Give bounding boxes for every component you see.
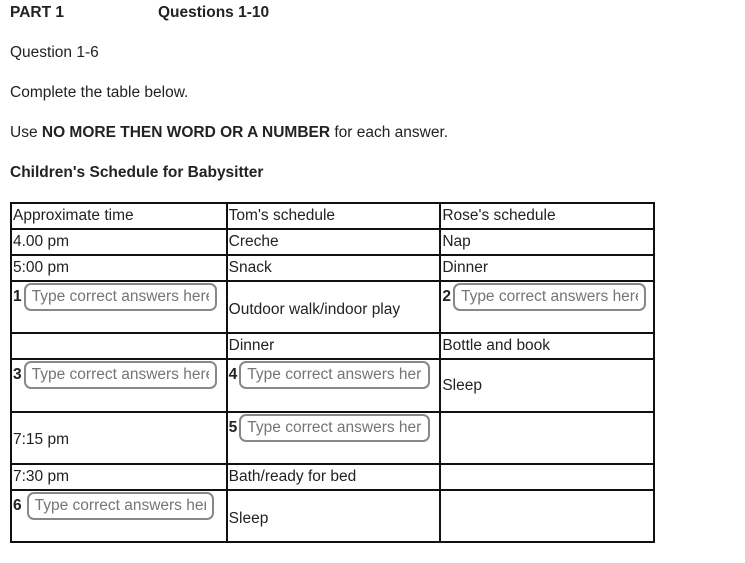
table-cell: Nap (440, 229, 654, 255)
table-cell: 4.00 pm (11, 229, 227, 255)
word-limit-rule (10, 124, 448, 142)
table-row (11, 281, 654, 333)
question-number: 6 (13, 497, 22, 515)
table-cell (227, 359, 441, 412)
header-cell: Tom's schedule (227, 203, 441, 229)
table-cell (11, 281, 227, 333)
table-header-row (11, 203, 654, 229)
table-cell: Snack (227, 255, 441, 281)
table-cell: Bottle and book (440, 333, 654, 359)
answer-input-5[interactable] (239, 414, 430, 442)
table-cell: 7:15 pm (11, 412, 227, 464)
header-cell: Rose's schedule (440, 203, 654, 229)
answer-input-1[interactable] (24, 283, 217, 311)
question-number: 3 (13, 366, 22, 384)
table-row (11, 490, 654, 542)
table-cell: Sleep (440, 359, 654, 412)
subheading: Question 1-6 (10, 44, 99, 61)
table-title: Children's Schedule for Babysitter (10, 164, 264, 181)
table-cell: Dinner (227, 333, 441, 359)
table-row (11, 333, 654, 359)
instruction-text: Complete the table below. (10, 84, 189, 101)
table-cell (440, 464, 654, 490)
part-label: PART 1 (10, 4, 64, 21)
header-cell: Approximate time (11, 203, 227, 229)
table-cell (440, 281, 654, 333)
answer-input-4[interactable] (239, 361, 430, 389)
table-cell: Outdoor walk/indoor play (227, 281, 441, 333)
part-header (10, 4, 270, 22)
table-cell: Bath/ready for bed (227, 464, 441, 490)
table-cell (11, 490, 227, 542)
schedule-table (10, 202, 655, 543)
rule-bold: NO MORE THEN WORD OR A NUMBER (41, 124, 331, 141)
rule-prefix: Use (10, 124, 42, 141)
answer-input-3[interactable] (24, 361, 217, 389)
table-row (11, 412, 654, 464)
table-cell (440, 412, 654, 464)
table-cell: Sleep (227, 490, 441, 542)
rule-suffix: for each answer. (330, 124, 449, 141)
table-cell: 5:00 pm (11, 255, 227, 281)
question-number: 5 (228, 419, 238, 437)
table-cell (440, 490, 654, 542)
question-number: 2 (442, 288, 451, 306)
questions-range: Questions 1-10 (158, 4, 270, 21)
table-cell: 7:30 pm (11, 464, 227, 490)
table-cell: Dinner (440, 255, 654, 281)
answer-input-2[interactable] (453, 283, 646, 311)
table-row (11, 255, 654, 281)
question-number: 4 (228, 366, 238, 384)
table-row (11, 464, 654, 490)
question-number: 1 (13, 288, 22, 306)
table-row (11, 359, 654, 412)
table-cell (11, 333, 227, 359)
answer-input-6[interactable] (27, 492, 214, 520)
table-cell: Creche (227, 229, 441, 255)
table-cell (11, 359, 227, 412)
table-cell (227, 412, 441, 464)
table-row (11, 229, 654, 255)
